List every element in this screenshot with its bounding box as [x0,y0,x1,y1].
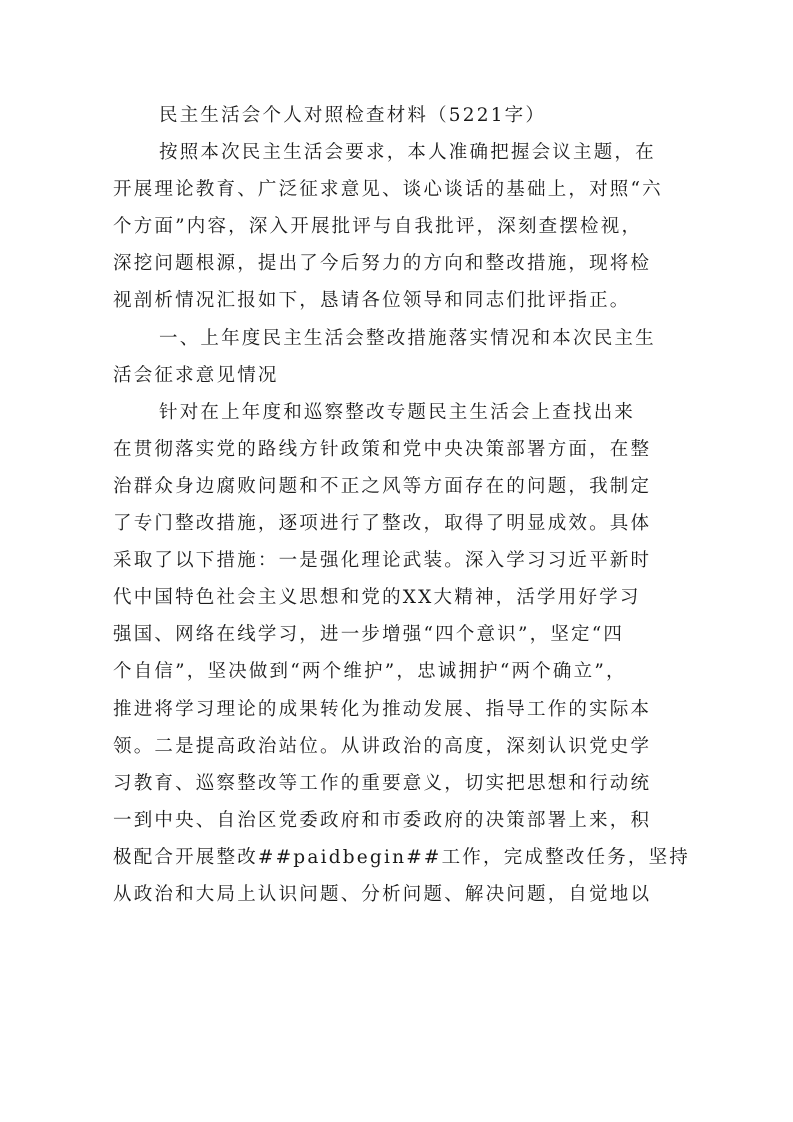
paragraph-line: 按照本次民主生活会要求，本人准确把握会议主题，在 [159,142,656,164]
paragraph-line: 个方面”内容，深入开展批评与自我批评，深刻查摆检视， [113,216,643,238]
paragraph-line: 极配合开展整改##paidbegin##工作，完成整改任务，坚持 [113,846,691,868]
paragraph-line: 视剖析情况汇报如下，恳请各位领导和同志们批评指正。 [113,290,631,312]
paragraph-line: 采取了以下措施：一是强化理论武装。深入学习习近平新时 [113,550,652,572]
section-heading: 活会征求意见情况 [113,364,279,386]
paragraph-line: 在贯彻落实党的路线方针政策和党中央决策部署方面，在整 [113,438,652,460]
paragraph-line: 领。二是提高政治站位。从讲政治的高度，深刻认识党史学 [113,735,652,757]
paragraph-line: 从政治和大局上认识问题、分析问题、解决问题，自觉地以 [113,883,652,905]
paragraph-line: 推进将学习理论的成果转化为推动发展、指导工作的实际本 [113,698,652,720]
paragraph-line: 强国、网络在线学习，进一步增强“四个意识”，坚定“四 [113,624,625,646]
paragraph-line: 习教育、巡察整改等工作的重要意义，切实把思想和行动统 [113,772,652,794]
document-title: 民主生活会个人对照检查材料（5221字） [159,105,547,126]
section-heading: 一、上年度民主生活会整改措施落实情况和本次民主生 [159,327,656,349]
paragraph-line: 代中国特色社会主义思想和党的XX大精神，活学用好学习 [113,587,641,609]
document-body [113,97,691,913]
paragraph-line: 一到中央、自治区党委政府和市委政府的决策部署上来，积 [113,809,652,831]
paragraph-line: 针对在上年度和巡察整改专题民主生活会上查找出来 [159,401,636,423]
paragraph-line: 深挖问题根源，提出了今后努力的方向和整改措施，现将检 [113,253,652,275]
paragraph-line: 治群众身边腐败问题和不正之风等方面存在的问题，我制定 [113,475,652,497]
paragraph-line: 了专门整改措施，逐项进行了整改，取得了明显成效。具体 [113,513,652,535]
paragraph-line: 开展理论教育、广泛征求意见、谈心谈话的基础上，对照“六 [113,179,663,201]
paragraph-line: 个自信”，坚决做到“两个维护”，忠诚拥护“两个确立”， [113,661,627,683]
